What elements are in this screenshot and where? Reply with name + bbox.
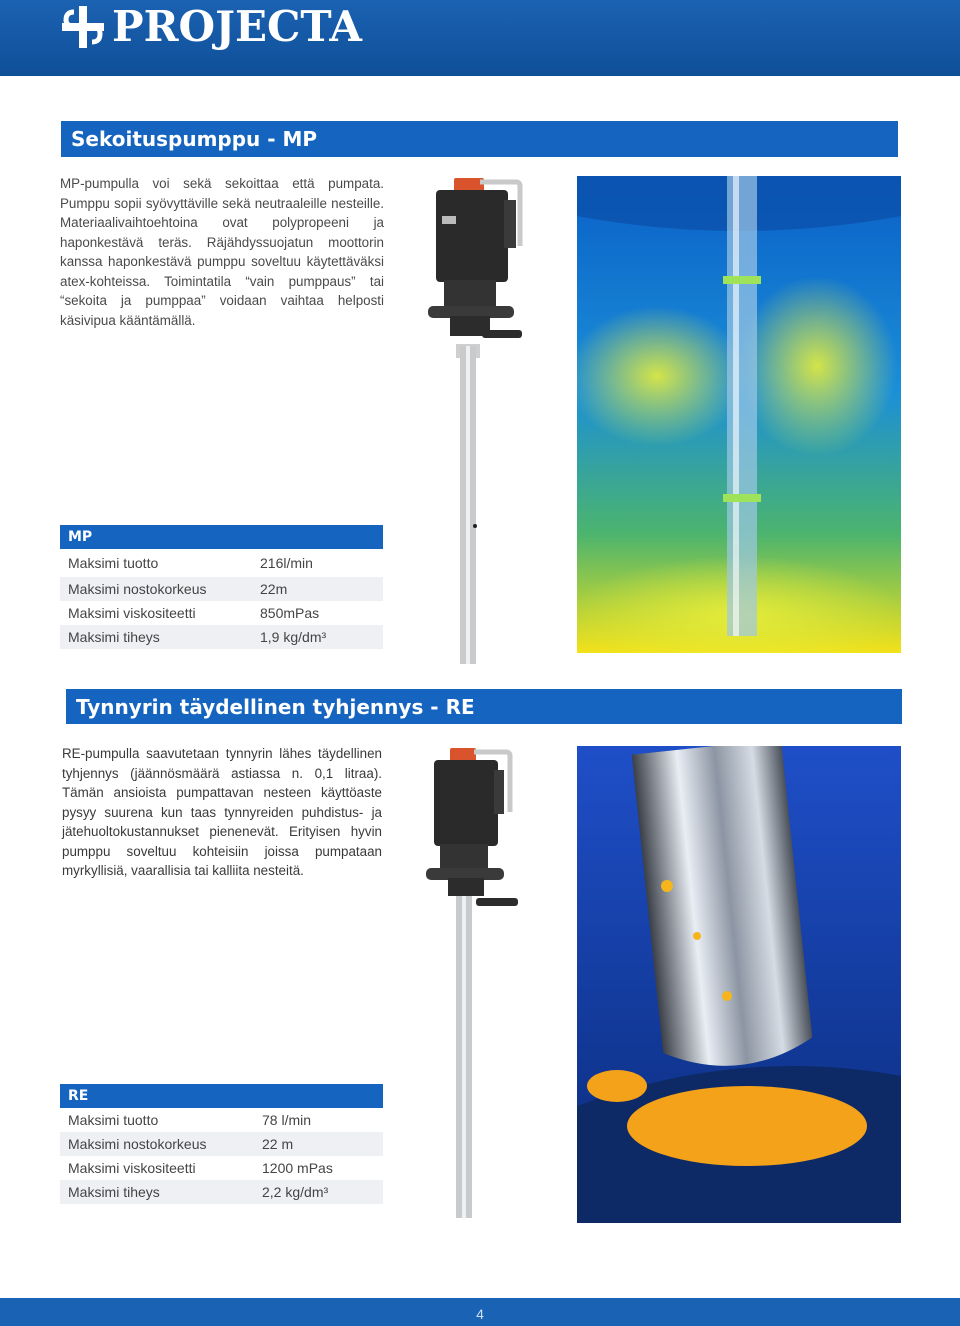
- spec-value: 1,9 kg/dm³: [260, 629, 327, 645]
- spec-label: Maksimi tiheys: [68, 629, 160, 645]
- re-pump-image: [420, 746, 530, 1221]
- table-row: [60, 1156, 383, 1180]
- re-spec-heading: RE: [60, 1084, 383, 1108]
- mp-description: MP-pumpulla voi sekä sekoittaa että pumpata. Pumppu sopii syövyttäville sekä neutraaleille nesteille. Materiaalivaihtoehtoina ovat polypropeeni ja haponkestävä teräs. Räjähdyssuojatun moottorin kanssa haponkestävä pumppu soveltuu käytettäväksi atex-kohteissa. Toimintatila “vain pumppaus” tai “sekoita ja pumppaa” voidaan vaihtaa helposti käsivipua kääntämällä.: [60, 176, 384, 328]
- section-title-re: Tynnyrin täydellinen tyhjennys - RE: [66, 689, 902, 724]
- spec-value: 216l/min: [260, 555, 313, 571]
- projecta-logo-icon: [60, 4, 106, 50]
- page-header: [0, 0, 960, 76]
- re-drum-photo: [577, 746, 901, 1223]
- table-row: [60, 549, 383, 577]
- projecta-logo: [60, 4, 362, 50]
- table-row: [60, 1180, 383, 1204]
- mp-mixing-photo: [577, 176, 901, 653]
- table-row: [60, 577, 383, 601]
- spec-value: 22m: [260, 581, 288, 597]
- spec-value: 78 l/min: [262, 1112, 312, 1128]
- spec-value: 850mPas: [260, 605, 320, 621]
- section-title-mp: Sekoituspumppu - MP: [61, 121, 898, 157]
- spec-value: 22 m: [262, 1136, 294, 1152]
- spec-value: 2,2 kg/dm³: [262, 1184, 329, 1200]
- re-description: RE-pumpulla saavutetaan tynnyrin lähes täydellinen tyhjennys (jäännösmäärä astiassa n. 0,1 litraa). Tämän ansioista pumpattavan nesteen käyttöaste pysyy suurena kun taas tynnyreiden puhdistus- ja jätehuoltokustannukset pienenevät. Erityisen hyvin pumppu soveltuu kohteisiin joissa pumpataan myrkyllisiä, vaarallisia tai kalliita nesteitä.: [62, 746, 382, 878]
- spec-label: Maksimi nostokorkeus: [68, 581, 207, 597]
- spec-label: Maksimi tuotto: [68, 555, 159, 571]
- spec-value: 1200 mPas: [262, 1160, 333, 1176]
- page-number: 4: [476, 1306, 484, 1322]
- spec-label: Maksimi nostokorkeus: [68, 1136, 207, 1152]
- table-row: [60, 1108, 383, 1132]
- brand-name: PROJECTA: [112, 2, 362, 51]
- re-spec-table: [60, 1084, 383, 1204]
- table-row: [60, 1132, 383, 1156]
- spec-label: Maksimi viskositeetti: [68, 1160, 196, 1176]
- spec-label: Maksimi tuotto: [68, 1112, 159, 1128]
- table-row: [60, 601, 383, 625]
- mp-pump-image: [420, 176, 550, 666]
- mp-spec-heading: MP: [60, 525, 383, 549]
- spec-label: Maksimi tiheys: [68, 1184, 160, 1200]
- table-row: [60, 625, 383, 649]
- mp-spec-table: [60, 525, 383, 649]
- spec-label: Maksimi viskositeetti: [68, 605, 196, 621]
